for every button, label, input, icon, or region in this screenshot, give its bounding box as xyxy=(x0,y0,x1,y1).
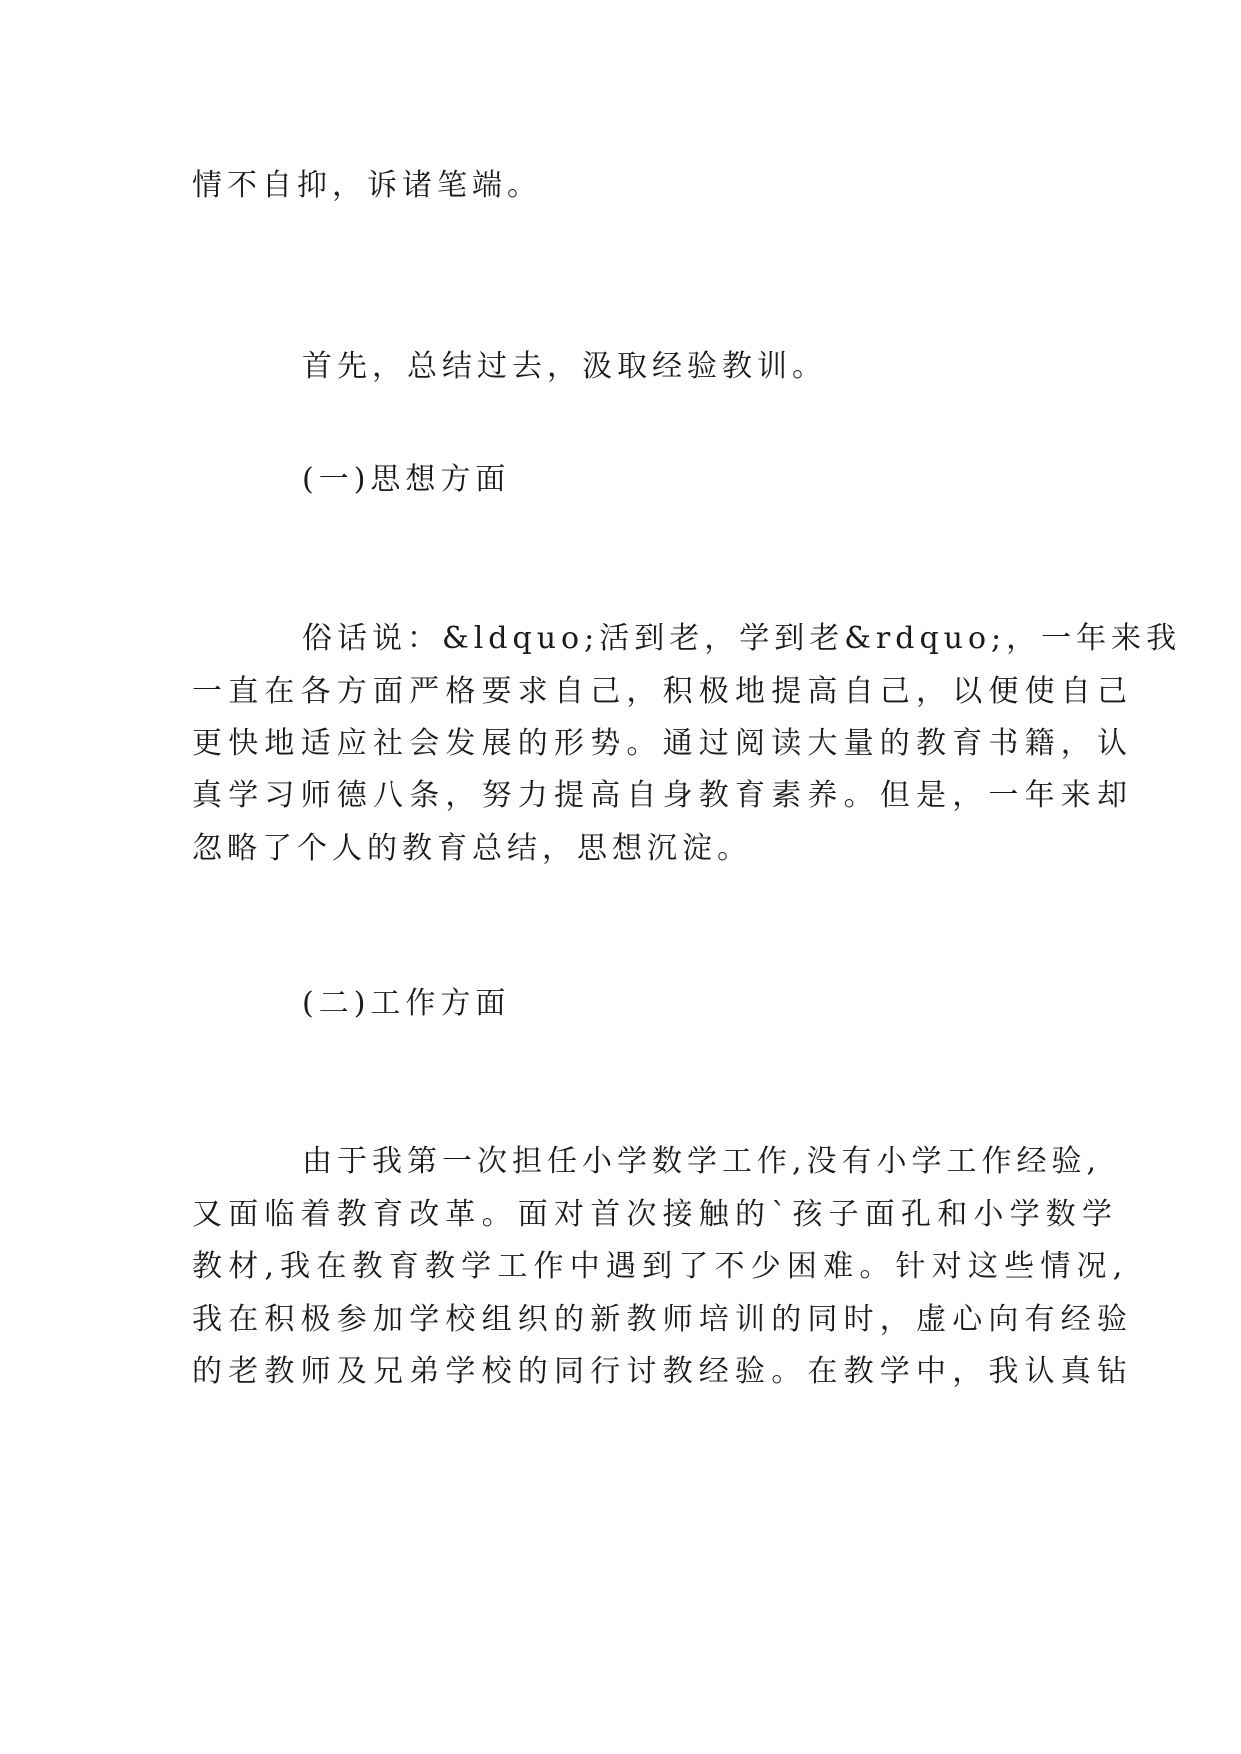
paragraph-line: 由于我第一次担任小学数学工作,没有小学工作经验, xyxy=(302,1144,1102,1179)
paragraph-line: 俗话说：&ldquo;活到老，学到老&rdquo;，一年来我 xyxy=(302,621,1182,656)
paragraph-line: 更快地适应社会发展的形势。通过阅读大量的教育书籍，认 xyxy=(192,726,1134,761)
paragraph-line: 真学习师德八条，努力提高自身教育素养。但是，一年来却 xyxy=(192,778,1134,813)
paragraph-line: 一直在各方面严格要求自己，积极地提高自己，以便使自己 xyxy=(192,674,1134,709)
paragraph-line: 教材,我在教育教学工作中遇到了不少困难。针对这些情况, xyxy=(192,1249,1129,1284)
paragraph-line: 忽略了个人的教育总结，思想沉淀。 xyxy=(192,831,752,866)
paragraph-line: 又面临着教育改革。面对首次接触的`孩子面孔和小学数学 xyxy=(192,1197,1119,1232)
section-heading-work: (二)工作方面 xyxy=(302,986,511,1021)
paragraph-line: 我在积极参加学校组织的新教师培训的同时，虚心向有经验 xyxy=(192,1302,1134,1337)
paragraph-line: 的老教师及兄弟学校的同行讨教经验。在教学中，我认真钻 xyxy=(192,1354,1134,1389)
section-heading-thought: (一)思想方面 xyxy=(302,462,511,497)
paragraph-intro: 首先，总结过去，汲取经验教训。 xyxy=(302,349,827,384)
paragraph-closing-line: 情不自抑，诉诸笔端。 xyxy=(192,168,542,203)
